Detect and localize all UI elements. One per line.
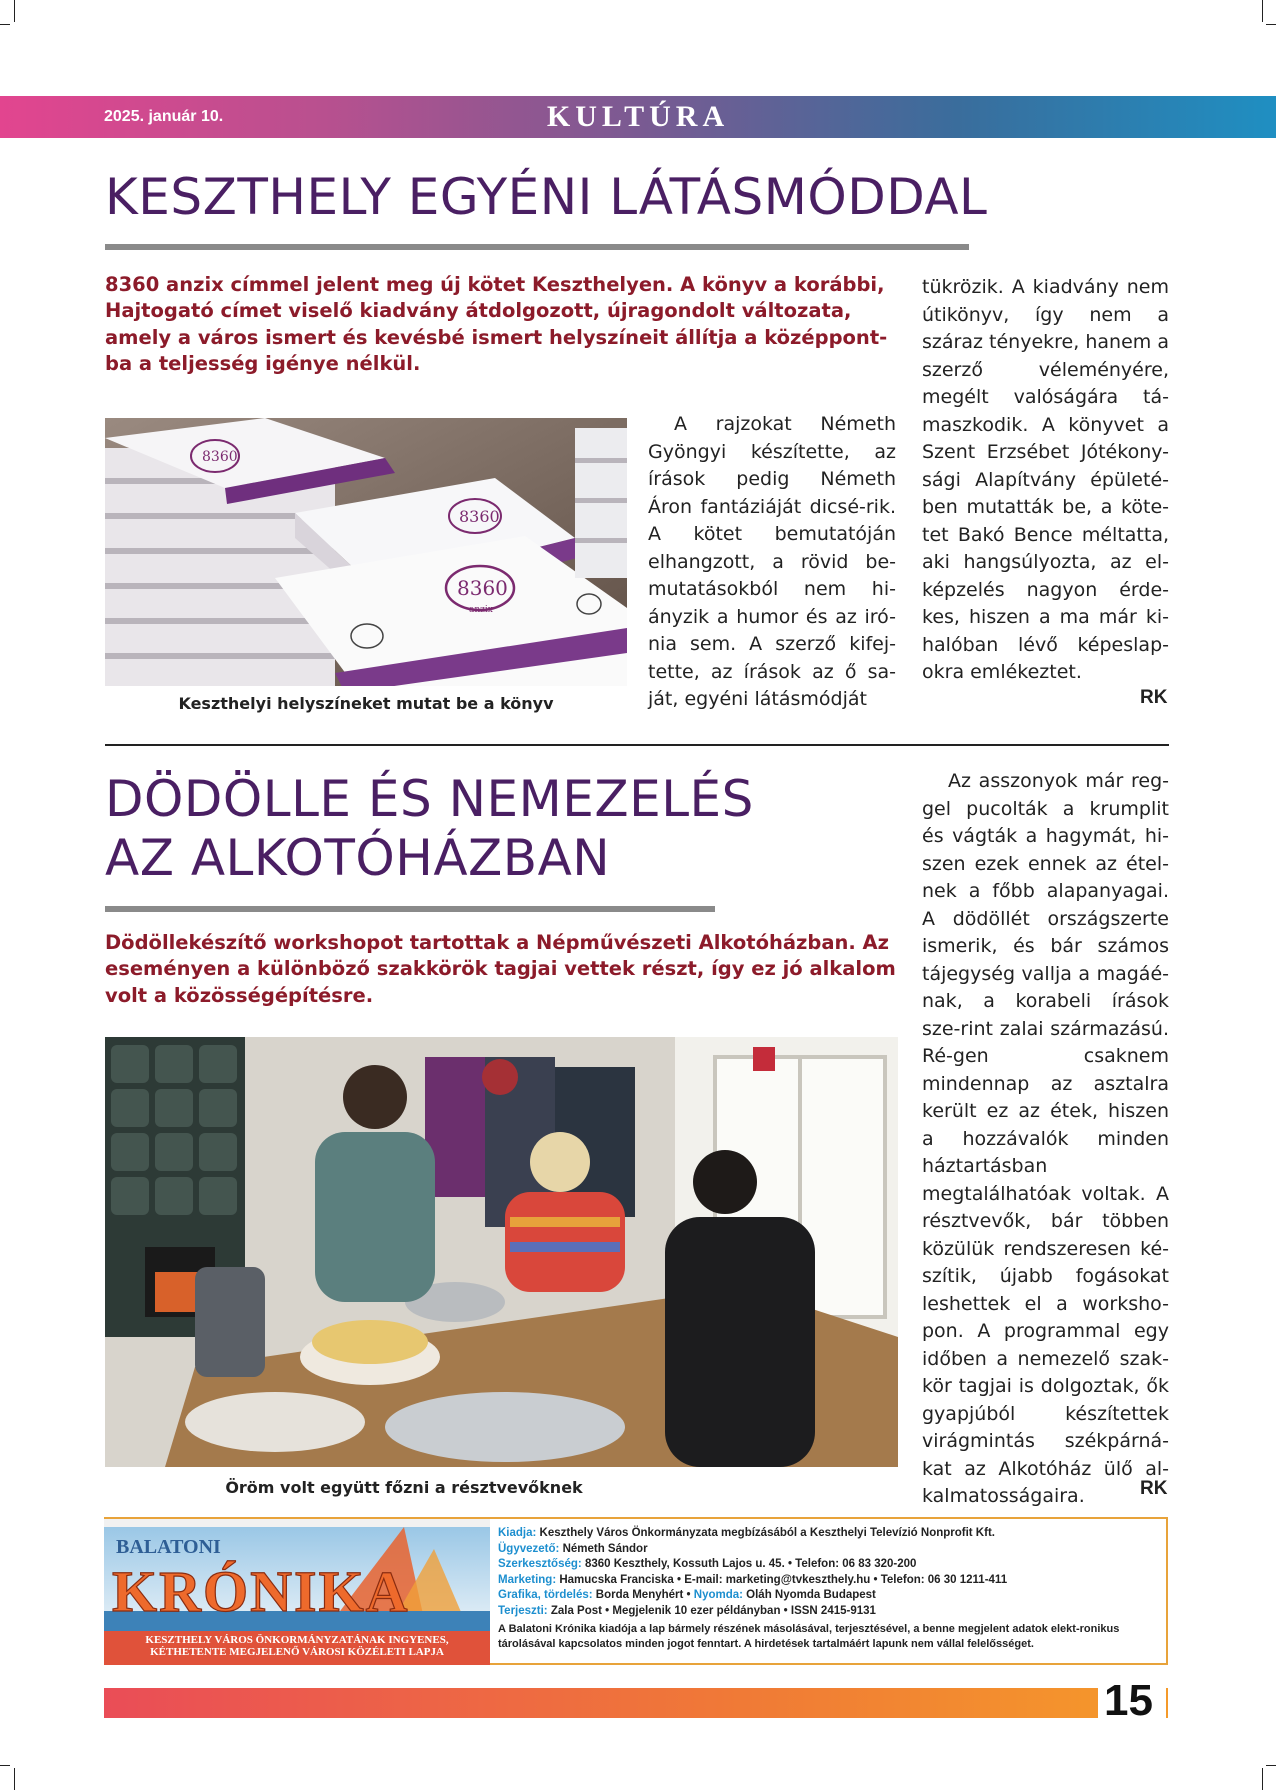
article2-column xyxy=(922,768,1169,1511)
imprint-key: Marketing: xyxy=(498,1573,557,1586)
imprint-value: Zala Post • Megjelenik 10 ezer példányban • ISSN 2415-9131 xyxy=(550,1604,876,1617)
imprint-value: Borda Menyhért • xyxy=(595,1589,691,1601)
imprint-key: Szerkesztőség: xyxy=(498,1558,582,1570)
imprint-value: Oláh Nyomda Budapest xyxy=(746,1589,876,1601)
imprint-legal: A Balatoni Krónika kiadója a lap bármely részének másolásával, terjesztésével, a benne megjelent adatok elekt-ronikus tárolásával kapcsolatos minden jogot fenntart. A hirdetések tartalmáért lapunk nem vállal felelősséget. xyxy=(498,1623,1120,1650)
crop-mark xyxy=(0,1765,10,1766)
cooking-photo xyxy=(105,1037,898,1467)
book-stack-image xyxy=(105,418,627,686)
logo-tagline-1: KESZTHELY VÁROS ÖNKORMÁNYZATÁNAK INGYENES, xyxy=(145,1634,449,1646)
imprint-key: Terjeszti: xyxy=(498,1604,548,1617)
crop-mark xyxy=(0,24,10,25)
imprint-value: Keszthely Város Önkormányzata megbízásából a Keszthelyi Televízió Nonprofit Kft. xyxy=(539,1527,995,1539)
imprint-value: Hamucska Franciska • E-mail: marketing@tvkeszthely.hu • Telefon: 06 30 1211-411 xyxy=(559,1573,1008,1586)
article2-lead: Dödöllekészítő workshopot tartottak a Népművészeti Alkotóházban. Az eseményen a különböző szakkörök tagjai vettek részt, így ez jó alkalom volt a közösségépítésre. xyxy=(105,931,896,1007)
book-label: 8360 xyxy=(202,449,238,465)
imprint-value: Németh Sándor xyxy=(562,1542,648,1555)
article1-title: KESZTHELY EGYÉNI LÁTÁSMÓDDAL xyxy=(105,168,988,226)
footer-band xyxy=(104,1688,1168,1718)
page-number: 15 xyxy=(1104,1676,1153,1725)
book-label: 8360 xyxy=(459,507,500,526)
crop-mark xyxy=(14,0,15,22)
logo-tagline-strip xyxy=(104,1631,490,1665)
crop-mark xyxy=(1266,24,1276,25)
imprint-key: Kiadja: xyxy=(498,1527,537,1539)
book-label: 8360 xyxy=(457,576,508,600)
cooking-image xyxy=(105,1037,898,1467)
article1-column-2 xyxy=(922,274,1169,687)
article1-column-2-text: tükrözik. A kiadvány nem útikönyv, így nem a száraz tényekre, hanem a szerző véleményére, megélt valóságára tá-maszkodik. A könyvet a Szent Erzsébet Jótékony-sági Alapítvány épületé-ben mutatták be, a köte-tet Bakó Bence méltatta, aki hangsúlyozta, az el-képzelés nagyon érde-kes, hiszen a ma már ki-halóban lévő képeslap-okra emlékeztet. xyxy=(922,276,1169,683)
crop-mark xyxy=(14,1768,15,1790)
imprint-line xyxy=(498,1542,1166,1558)
article-separator xyxy=(105,744,1169,746)
article2-column-text: Az asszonyok már reg-gel pucolták a krumplit és vágták a hagymát, hi-szen ezek ennek az étel-nek a főbb alapanyagai. A dödöllét országszerte ismerik, és bár számos tájegység vallja a magáé-nak, a korabeli írások sze-rint zalai származású. Ré-gen csaknem mindennap az asztalra került ez az étek, hiszen a hozzávalók minden háztartásban megtalálhatóak voltak. A résztvevők, bár többen közülük rendszeresen ké-szítik, újabb fogásokat leshettek el a worksho-pon. A programmal egy időben a nemezelő szak-kör tagjai is dolgoztak, ők gyapjúból készítettek virágmintás székpárná-kat az Alkotóház ülő al-kalmatosságaira. xyxy=(922,770,1169,1507)
article1-lead: 8360 anzix címmel jelent meg új kötet Keszthelyen. A könyv a korábbi, Hajtogató címet viselő kiadvány átdolgozott, újragondolt változata, amely a város ismert és kevésbé ismert helyszíneit állítja a középpont-ba a teljesség igénye nélkül. xyxy=(105,273,888,375)
book-stack-photo xyxy=(105,418,627,686)
logo-main-text: KRÓNIKA xyxy=(112,1559,410,1624)
article1-column-1 xyxy=(648,411,896,714)
header-date: 2025. január 10. xyxy=(104,108,224,125)
article1-title-rule xyxy=(105,244,969,250)
article2-title-rule xyxy=(105,906,715,912)
logo-top-text: BALATONI xyxy=(116,1536,221,1558)
imprint-line xyxy=(498,1588,1166,1604)
article1-photo-caption: Keszthelyi helyszíneket mutat be a könyv xyxy=(178,694,554,713)
imprint-line xyxy=(498,1573,1166,1589)
imprint-key: Nyomda: xyxy=(693,1589,743,1601)
imprint-value: 8360 Keszthely, Kossuth Lajos u. 45. • Telefon: 06 83 320-200 xyxy=(584,1558,917,1570)
imprint-line xyxy=(498,1526,1166,1542)
imprint xyxy=(498,1526,1166,1652)
logo-graphic xyxy=(104,1519,490,1631)
article2-title xyxy=(105,770,805,887)
article2-title-line2: AZ ALKOTÓHÁZBAN xyxy=(105,828,611,887)
article1-signature: RK xyxy=(1140,687,1168,708)
logo-tagline-2: KÉTHETENTE MEGJELENŐ VÁROSI KÖZÉLETI LAPJA xyxy=(150,1646,444,1658)
imprint-key: Grafika, tördelés: xyxy=(498,1589,593,1601)
crop-mark xyxy=(1262,0,1263,22)
article2-photo-caption: Öröm volt együtt főzni a résztvevőknek xyxy=(225,1478,583,1497)
imprint-key: Ügyvezető: xyxy=(498,1542,560,1555)
imprint-line xyxy=(498,1557,1166,1573)
book-sublabel: anzix xyxy=(469,605,493,615)
crop-mark xyxy=(1266,1765,1276,1766)
article1-column-1-text: A rajzokat Németh Gyöngyi készítette, az írások pedig Németh Áron fantáziáját dicsé-rik. A kötet bemutatóján elhangzott, a rövid be-mutatásokból nem hi-ányzik a humor és az iró-nia sem. A szerző kifej-tette, az írások az ő sa-ját, egyéni látásmódját xyxy=(648,413,896,710)
crop-mark xyxy=(1262,1768,1263,1790)
article2-title-line1: DÖDÖLLE ÉS NEMEZELÉS xyxy=(105,770,754,828)
imprint-line xyxy=(498,1604,1166,1620)
article2-signature: RK xyxy=(1140,1478,1168,1499)
section-title: KULTÚRA xyxy=(546,100,730,133)
